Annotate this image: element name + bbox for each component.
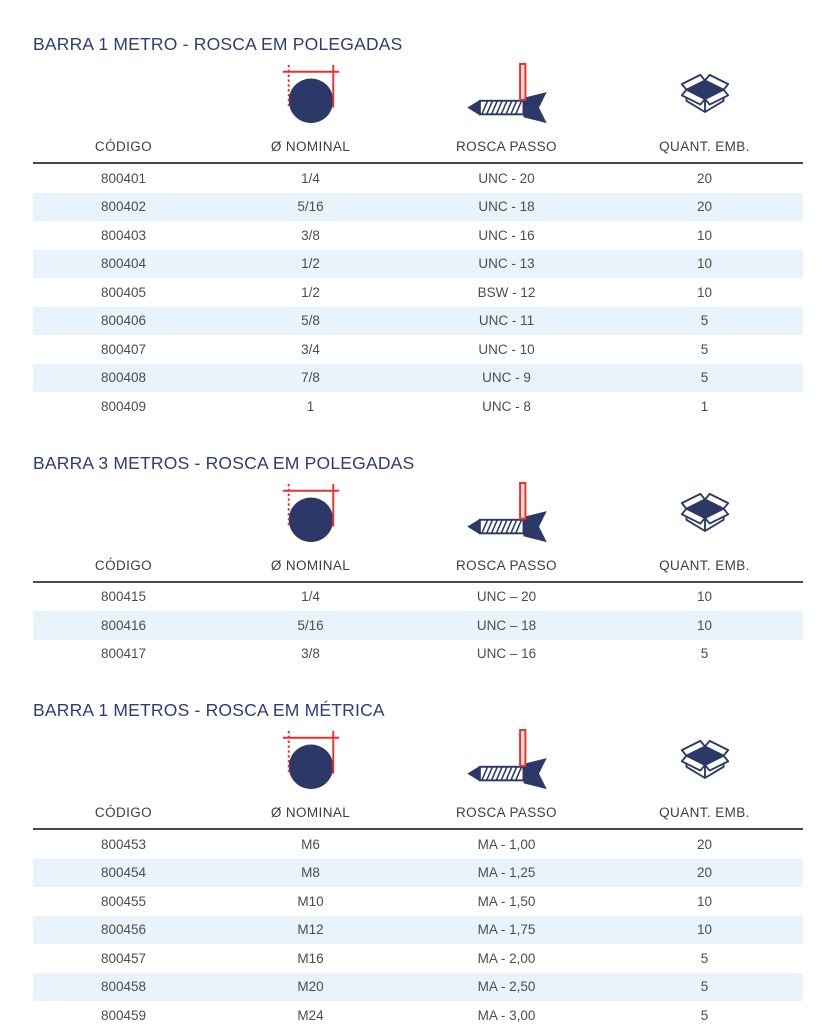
thread-pitch-cell: MA - 2,50 <box>477 979 536 995</box>
diameter-cell: 3/8 <box>301 227 320 243</box>
product-table <box>33 482 803 669</box>
table-row <box>33 392 803 421</box>
table-row <box>33 582 803 612</box>
thread-pitch-icon <box>465 482 549 544</box>
quantity-cell: 20 <box>696 199 713 215</box>
table-row <box>33 1001 803 1024</box>
table-row <box>33 250 803 279</box>
column-header-nominal: Ø NOMINAL <box>214 135 407 163</box>
column-header-codigo: CÓDIGO <box>33 554 214 582</box>
table-row <box>33 611 803 640</box>
thread-pitch-cell: UNC - 10 <box>478 341 535 357</box>
nominal-diameter-icon <box>279 63 343 125</box>
icon-cell-empty <box>33 482 214 554</box>
icons-row <box>33 729 803 801</box>
thread-pitch-cell: MA - 1,00 <box>477 836 536 852</box>
table-row <box>33 221 803 250</box>
quantity-cell: 5 <box>700 341 709 357</box>
icon-cell <box>606 729 803 801</box>
icon-cell <box>407 482 606 554</box>
table-row <box>33 916 803 945</box>
catalog-page <box>0 34 837 1024</box>
code-cell: 800457 <box>100 950 147 966</box>
icon-cell <box>214 729 407 801</box>
diameter-cell: M24 <box>297 1007 324 1023</box>
icon-cell <box>214 63 407 135</box>
code-cell: 800406 <box>100 313 147 329</box>
code-cell: 800408 <box>100 370 147 386</box>
code-cell: 800454 <box>100 865 147 881</box>
thread-pitch-icon <box>465 63 549 125</box>
section-barra-1-metro-metrica <box>33 700 803 1024</box>
diameter-cell: M10 <box>297 893 324 909</box>
code-cell: 800456 <box>100 922 147 938</box>
header-row <box>33 801 803 829</box>
diameter-cell: 1/2 <box>301 256 320 272</box>
code-cell: 800403 <box>100 227 147 243</box>
icon-cell <box>407 729 606 801</box>
diameter-cell: M6 <box>301 836 320 852</box>
quantity-cell: 10 <box>696 893 713 909</box>
table-row <box>33 307 803 336</box>
quantity-cell: 10 <box>696 227 713 243</box>
code-cell: 800415 <box>100 589 147 605</box>
icon-cell <box>214 482 407 554</box>
code-cell: 800458 <box>100 979 147 995</box>
table-row <box>33 335 803 364</box>
thread-pitch-icon <box>465 729 549 791</box>
code-cell: 800416 <box>100 617 147 633</box>
thread-pitch-cell: MA - 2,00 <box>477 950 536 966</box>
table-row <box>33 278 803 307</box>
quantity-cell: 5 <box>700 979 709 995</box>
column-header-codigo: CÓDIGO <box>33 135 214 163</box>
diameter-cell: M20 <box>297 979 324 995</box>
table-row <box>33 640 803 669</box>
quantity-cell: 10 <box>696 256 713 272</box>
table-row <box>33 364 803 393</box>
diameter-cell: 3/8 <box>301 646 320 662</box>
packaging-box-icon <box>677 739 733 791</box>
diameter-cell: 5/16 <box>297 617 324 633</box>
column-header-codigo: CÓDIGO <box>33 801 214 829</box>
table-body <box>33 163 803 421</box>
table-row <box>33 973 803 1002</box>
table-body <box>33 829 803 1024</box>
thread-pitch-cell: UNC – 16 <box>476 646 537 662</box>
diameter-cell: 3/4 <box>301 341 320 357</box>
diameter-cell: 1/4 <box>301 589 320 605</box>
quantity-cell: 10 <box>696 284 713 300</box>
section-barra-3-metros-polegadas <box>33 453 803 669</box>
code-cell: 800417 <box>100 646 147 662</box>
diameter-cell: M12 <box>297 922 324 938</box>
table-body <box>33 582 803 669</box>
table-row <box>33 163 803 193</box>
diameter-cell: M8 <box>301 865 320 881</box>
column-header-quant-emb: QUANT. EMB. <box>606 135 803 163</box>
quantity-cell: 5 <box>700 313 709 329</box>
code-cell: 800409 <box>100 398 147 414</box>
table-title: BARRA 1 METRO - ROSCA EM POLEGADAS <box>33 34 403 54</box>
table-title: BARRA 1 METROS - ROSCA EM MÉTRICA <box>33 700 385 720</box>
column-header-rosca-passo: ROSCA PASSO <box>407 554 606 582</box>
table-row <box>33 887 803 916</box>
quantity-cell: 20 <box>696 865 713 881</box>
code-cell: 800455 <box>100 893 147 909</box>
code-cell: 800407 <box>100 341 147 357</box>
thread-pitch-cell: MA - 1,50 <box>477 893 536 909</box>
code-cell: 800404 <box>100 256 147 272</box>
quantity-cell: 10 <box>696 589 713 605</box>
diameter-cell: 1/4 <box>301 170 320 186</box>
quantity-cell: 10 <box>696 617 713 633</box>
thread-pitch-cell: UNC - 18 <box>478 199 535 215</box>
thread-pitch-cell: UNC - 9 <box>482 370 531 386</box>
icons-row <box>33 63 803 135</box>
column-header-rosca-passo: ROSCA PASSO <box>407 135 606 163</box>
thread-pitch-cell: UNC - 20 <box>478 170 535 186</box>
column-header-nominal: Ø NOMINAL <box>214 554 407 582</box>
icon-cell <box>606 482 803 554</box>
code-cell: 800401 <box>100 170 147 186</box>
nominal-diameter-icon <box>279 482 343 544</box>
code-cell: 800402 <box>100 199 147 215</box>
quantity-cell: 5 <box>700 950 709 966</box>
icon-cell-empty <box>33 729 214 801</box>
thread-pitch-cell: UNC - 8 <box>482 398 531 414</box>
thread-pitch-cell: MA - 1,75 <box>477 922 536 938</box>
packaging-box-icon <box>677 492 733 544</box>
quantity-cell: 1 <box>700 398 709 414</box>
thread-pitch-cell: UNC – 20 <box>476 589 537 605</box>
quantity-cell: 20 <box>696 836 713 852</box>
diameter-cell: 7/8 <box>301 370 320 386</box>
icon-cell-empty <box>33 63 214 135</box>
quantity-cell: 5 <box>700 646 709 662</box>
column-header-rosca-passo: ROSCA PASSO <box>407 801 606 829</box>
icon-cell <box>407 63 606 135</box>
header-row <box>33 554 803 582</box>
code-cell: 800405 <box>100 284 147 300</box>
table-row <box>33 829 803 859</box>
product-table <box>33 729 803 1024</box>
column-header-nominal: Ø NOMINAL <box>214 801 407 829</box>
quantity-cell: 20 <box>696 170 713 186</box>
thread-pitch-cell: UNC - 16 <box>478 227 535 243</box>
table-row <box>33 859 803 888</box>
packaging-box-icon <box>677 73 733 125</box>
code-cell: 800459 <box>100 1007 147 1023</box>
table-row <box>33 944 803 973</box>
diameter-cell: M16 <box>297 950 324 966</box>
thread-pitch-cell: UNC - 13 <box>478 256 535 272</box>
table-title: BARRA 3 METROS - ROSCA EM POLEGADAS <box>33 452 415 473</box>
quantity-cell: 5 <box>700 370 709 386</box>
table-row <box>33 193 803 222</box>
nominal-diameter-icon <box>279 729 343 791</box>
icon-cell <box>606 63 803 135</box>
quantity-cell: 5 <box>700 1007 709 1023</box>
thread-pitch-cell: BSW - 12 <box>477 284 536 300</box>
diameter-cell: 1 <box>306 398 315 414</box>
thread-pitch-cell: UNC – 18 <box>476 617 537 633</box>
thread-pitch-cell: MA - 3,00 <box>477 1007 536 1023</box>
thread-pitch-cell: UNC - 11 <box>478 313 535 329</box>
diameter-cell: 1/2 <box>301 284 320 300</box>
diameter-cell: 5/8 <box>301 313 320 329</box>
quantity-cell: 10 <box>696 922 713 938</box>
product-table <box>33 63 803 421</box>
section-barra-1-metro-polegadas <box>33 34 803 421</box>
column-header-quant-emb: QUANT. EMB. <box>606 801 803 829</box>
column-header-quant-emb: QUANT. EMB. <box>606 554 803 582</box>
diameter-cell: 5/16 <box>297 199 324 215</box>
header-row <box>33 135 803 163</box>
code-cell: 800453 <box>100 836 147 852</box>
thread-pitch-cell: MA - 1,25 <box>477 865 536 881</box>
icons-row <box>33 482 803 554</box>
